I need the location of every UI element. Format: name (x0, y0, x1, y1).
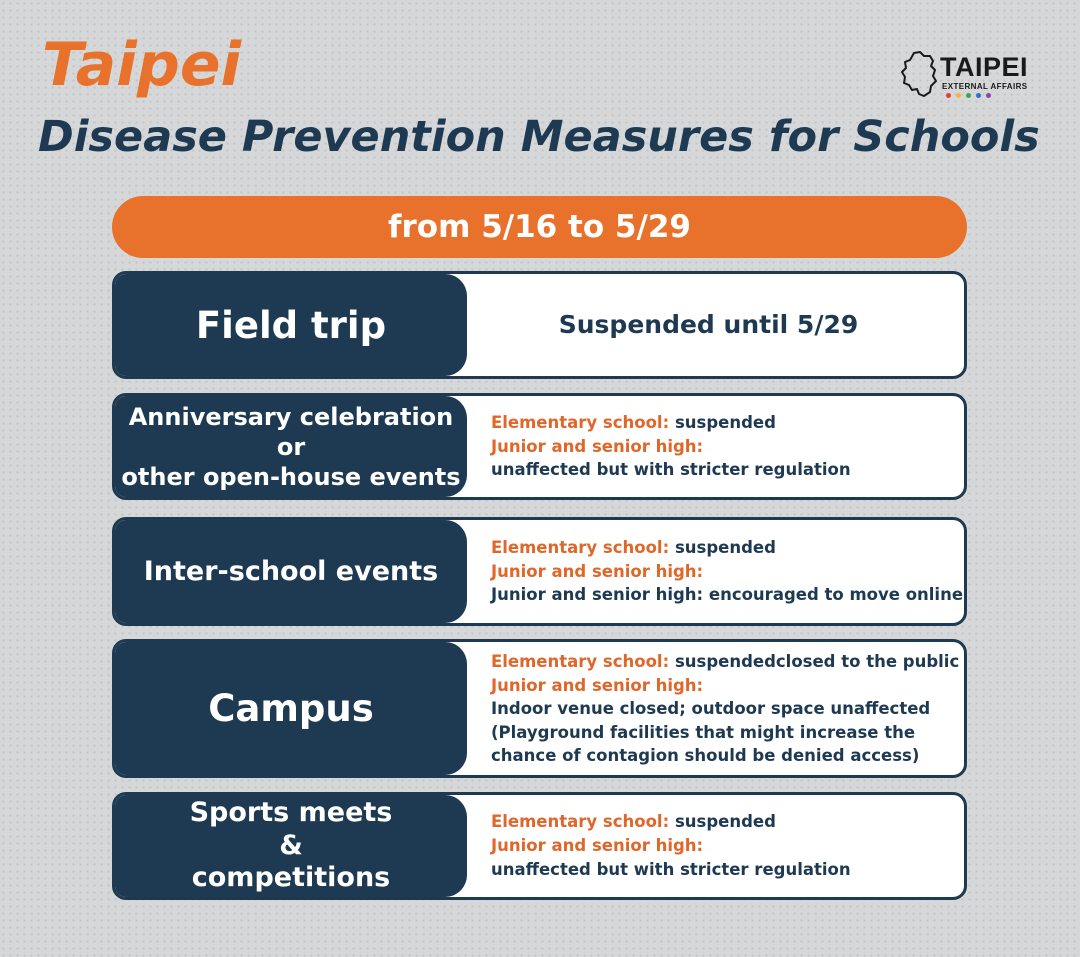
junior-label: Junior and senior high: (491, 836, 704, 856)
measure-row-inter-school (112, 517, 967, 626)
logo-dot (956, 93, 961, 98)
measure-label-line: other open-house events (121, 462, 461, 491)
measure-label (115, 795, 467, 897)
taipei-external-affairs-logo (900, 48, 1045, 104)
elementary-line (491, 650, 960, 673)
elementary-value: suspendedclosed to the public (674, 652, 960, 672)
elementary-label: Elementary school: (491, 537, 670, 557)
measure-label-line: Anniversary celebration (128, 402, 454, 431)
measure-summary: Suspended until 5/29 (558, 309, 859, 339)
elementary-label: Elementary school: (491, 412, 670, 432)
elementary-label: Elementary school: (491, 652, 670, 672)
measure-content (467, 274, 950, 376)
measure-label: Campus (115, 642, 467, 775)
measure-content (491, 520, 964, 623)
junior-label: Junior and senior high: (491, 436, 704, 456)
elementary-line (491, 536, 950, 560)
junior-label: Junior and senior high: (491, 675, 704, 695)
measure-label (115, 396, 467, 497)
junior-label: Junior and senior high: (491, 561, 704, 581)
measure-row-field-trip (112, 271, 967, 379)
measure-content (491, 795, 950, 897)
measure-row-anniversary (112, 393, 967, 500)
city-title: Taipei (42, 30, 242, 100)
elementary-value: suspended (674, 537, 776, 557)
junior-detail: Junior and senior high: encouraged to move online (491, 585, 964, 605)
logo-dot (966, 93, 971, 98)
junior-detail: unaffected but with stricter regulation (491, 460, 851, 480)
logo-name: TAIPEI (940, 52, 1029, 82)
elementary-label: Elementary school: (491, 812, 670, 832)
measure-content (491, 396, 950, 497)
measure-label-line: Sports meets (189, 797, 393, 829)
date-range-banner (112, 196, 967, 258)
page-title: Disease Prevention Measures for Schools (38, 112, 1040, 162)
measure-label-line: & (279, 829, 303, 861)
junior-detail: Indoor venue closed; outdoor space unaffected (491, 699, 931, 719)
measure-label-line: competitions (191, 862, 391, 894)
elementary-line (491, 411, 950, 435)
measure-content (491, 642, 960, 775)
measure-label: Field trip (115, 274, 467, 376)
taipei-map-outline-icon (900, 50, 938, 98)
measure-label: Inter-school events (115, 520, 467, 623)
logo-color-dots (946, 93, 991, 98)
junior-note: (Playground facilities that might increase the chance of contagion should be denied access) (491, 722, 920, 765)
elementary-line (491, 810, 950, 834)
measure-row-sports-meets (112, 792, 967, 900)
elementary-value: suspended (674, 812, 776, 832)
elementary-value: suspended (674, 412, 776, 432)
logo-dot (976, 93, 981, 98)
measure-row-campus (112, 639, 967, 778)
date-range-text: from 5/16 to 5/29 (388, 209, 691, 245)
logo-subtitle: EXTERNAL AFFAIRS (942, 82, 1028, 91)
junior-detail: unaffected but with stricter regulation (491, 859, 851, 879)
logo-dot (946, 93, 951, 98)
measure-label-line: or (276, 432, 306, 461)
logo-dot (986, 93, 991, 98)
